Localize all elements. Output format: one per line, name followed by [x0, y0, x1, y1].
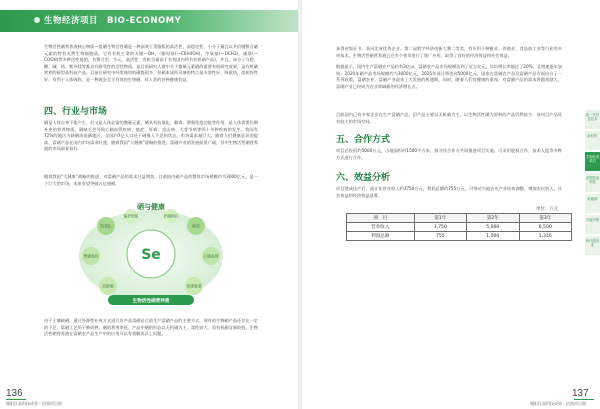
market-paragraph-2: 目前国内已有多家企业在生产富硒产品，但产品主要以无机硒为主，以生物活性硒为原料的产品仍然较少，该项目产品具有较大的市场空间。 [336, 112, 562, 124]
infographic-banner-text: 生物活性硒营养液 [132, 299, 170, 304]
table-header-row [347, 214, 572, 223]
table-cell: 755 [414, 232, 466, 241]
industry-paragraph: 硒是人体自身不能产生，但又是人体必需的微量元素，硒具有抗氧化、解毒、增强免疫功能等作用，是人体需要长期补充的营养物质。硒缺乏会导致心脑血管疾病、癌症、肝病、克山病、大骨节病等四十多种疾病的发生。我国有72%的地区为缺硒或低硒地区，全国约7亿人口处于硒摄入不足的状态，市场需求量巨大。随着人们健康意识的提高，富硒产品在国内市场需求旺盛，随着我国“大健康”战略的推进，富硒产业的发展前景广阔，其中生物活性硒营养液的市场前景看好。 [44, 120, 258, 152]
benefit-paragraph: 项目建成达产后，预计年营业收入约3750万元，利润总额约755万元，可带动当地农业产业结构调整，增加农民收入，社会效益和经济效益显著。 [336, 186, 562, 198]
table-row [347, 232, 572, 241]
side-tab-bio-economy[interactable]: 生物经济项目 [585, 152, 600, 171]
industry-paragraph-2: 随着我国“大健康”战略的推进，对富硒产品的需求日益增加，目前国内硒产品的整体市场规模约为3000亿元，是一个巨大的市场，未来有望突破万亿规模。 [44, 174, 258, 186]
benefit-label-1: 抗氧化 [100, 223, 112, 229]
table-cell: 营业收入 [347, 223, 415, 232]
table-header-cell: 第1年 [414, 214, 466, 223]
selenium-health-infographic [46, 196, 256, 308]
table-cell: 1,316 [519, 232, 572, 241]
footer-right: 城阳区高科技成果｜招商项目册 [530, 401, 586, 406]
intro-paragraph: 生物活性硒营养液核心物质—组硒生物活性硒是一种高效于蛋脂版的高活性、高稳定性、小分子量且以共价键螯合硒元素的特有天然生物细胞质。它有有机生命的关键—OH，（酚羟基(—C6H4OH)，甲氧基(—OCH3)，硫基(—COOH)等多种活性基团，有螯合型、多元、高活性、有机含量高于有效国内所有有机硒产品)，并且，该分子与稳、酸、碱、热、紫外线等都具有耐受性的活性物质，是目前研究人群中关于微量元素硒的重要有机研究成果，是有机硒营养的新型高科技产品。目前在研究中经常使用的硒都很多，但硒本质所具备的特点是水溶性好、吸收快，组相容性好，有利于人体吸收，是一种既安全又有效的生物硒，对人类的各种健康有益。 [44, 44, 258, 82]
side-tab-energy[interactable]: 新能源 [585, 194, 600, 213]
side-tab-environment[interactable]: 节能环保 [585, 215, 600, 234]
section-title-cooperation: 五、合作方式 [336, 135, 391, 145]
footer-rule-right [574, 399, 594, 400]
right-intro-paragraph: 获得省级证书、获河北省优秀企业、第二届数字经济创新大赛二等奖，有应用于种植业、养殖业、食品加工业等行业的多项技术，生物活性硒营养液已在多个省市进行了推广应用，取得了良好的经济效益和社会效益。 [336, 46, 562, 58]
benefit-label-8: 护眼明目 [163, 213, 179, 219]
side-tab-materials[interactable]: 新材料 [585, 131, 600, 150]
cooperation-paragraph: 项目总投资约5000万元，占地面积约1500平方米，拟寻找合作方共同推进项目实施，可采用股权合作、技术入股等多种方式进行合作。 [336, 148, 562, 160]
benefit-label-4: 心脑血管 [203, 253, 219, 259]
benefit-label-5: 抗肿瘤 [102, 283, 114, 289]
table-header-cell: 项 目 [347, 214, 415, 223]
section-header-title: 生物经济项目 BIO-ECONOMY [44, 16, 182, 26]
side-tab-equipment[interactable]: 高端装备制造 [585, 173, 600, 192]
benefit-label-2: 解毒 [192, 223, 200, 229]
table-row [347, 223, 572, 232]
side-tab-services[interactable]: 现代服务业 [585, 236, 600, 255]
footer-left: 城阳区高科技成果｜招商项目册 [6, 401, 62, 406]
table-cell: 1,000 [467, 232, 519, 241]
table-header-cell: 第2年 [467, 214, 519, 223]
table-cell: 6,500 [519, 223, 572, 232]
right-page [302, 0, 600, 409]
table-unit: 单位：万元 [536, 207, 558, 212]
left-page [0, 0, 298, 409]
benefit-label-7: 保护肝脏 [123, 213, 139, 219]
page-number-right: 137 [572, 388, 589, 399]
section-title-benefit: 六、效益分析 [336, 173, 391, 183]
table-header-cell: 第3年 [519, 214, 572, 223]
bottom-paragraph: 由于土壤缺硒，通过外源性补充方式进行农产品富硒是目前生产富硒产品的主要方式，现有的生物硒产品还存在一定的不足：富硒工艺仍不够成熟，硒的利用率低，产品中硒的形态以无机硒为主，毒性较大，而有机硒含量较低，生物活性硒营养液在富硒农产品生产中的应用可以有效解决以上问题。 [44, 318, 258, 337]
table-cell: 利润总额 [347, 232, 415, 241]
table-cell: 3,750 [414, 223, 466, 232]
infographic-graphic [46, 196, 256, 308]
page-number-left: 136 [6, 388, 23, 399]
section-side-tabs [585, 110, 600, 257]
side-tab-it[interactable]: 新一代信息技术 [585, 110, 600, 129]
table-cell: 5,000 [467, 223, 519, 232]
market-paragraph: 数据显示，国内生产富硒农产品约有3亿亩，富硒农产品市场规模达到了近万亿元，年均增长率超过了20%，且增速逐年加快。2020年硒产品市场规模约为3000亿元，2025年预计将达到5000亿元。国家在富硒农产品及富硒产品方面出台了一系列政策，富硒农业、富硒产业迎来了大发展的机遇期。同时，随着人们对健康的重视，对富硒产品的需求将越来越大，富硒产业已经成为农业领域新的经济增长点。 [336, 64, 562, 89]
infographic-center-symbol: Se [141, 247, 161, 263]
benefit-table [346, 213, 572, 241]
infographic-title: 硒与健康 [137, 203, 165, 211]
footer-rule-left [6, 399, 26, 400]
benefit-label-3: 增强免疫 [83, 253, 99, 259]
benefit-label-6: 延缓衰老 [186, 283, 202, 289]
header-dot-icon [34, 17, 40, 23]
section-title-industry: 四、行业与市场 [44, 107, 108, 117]
